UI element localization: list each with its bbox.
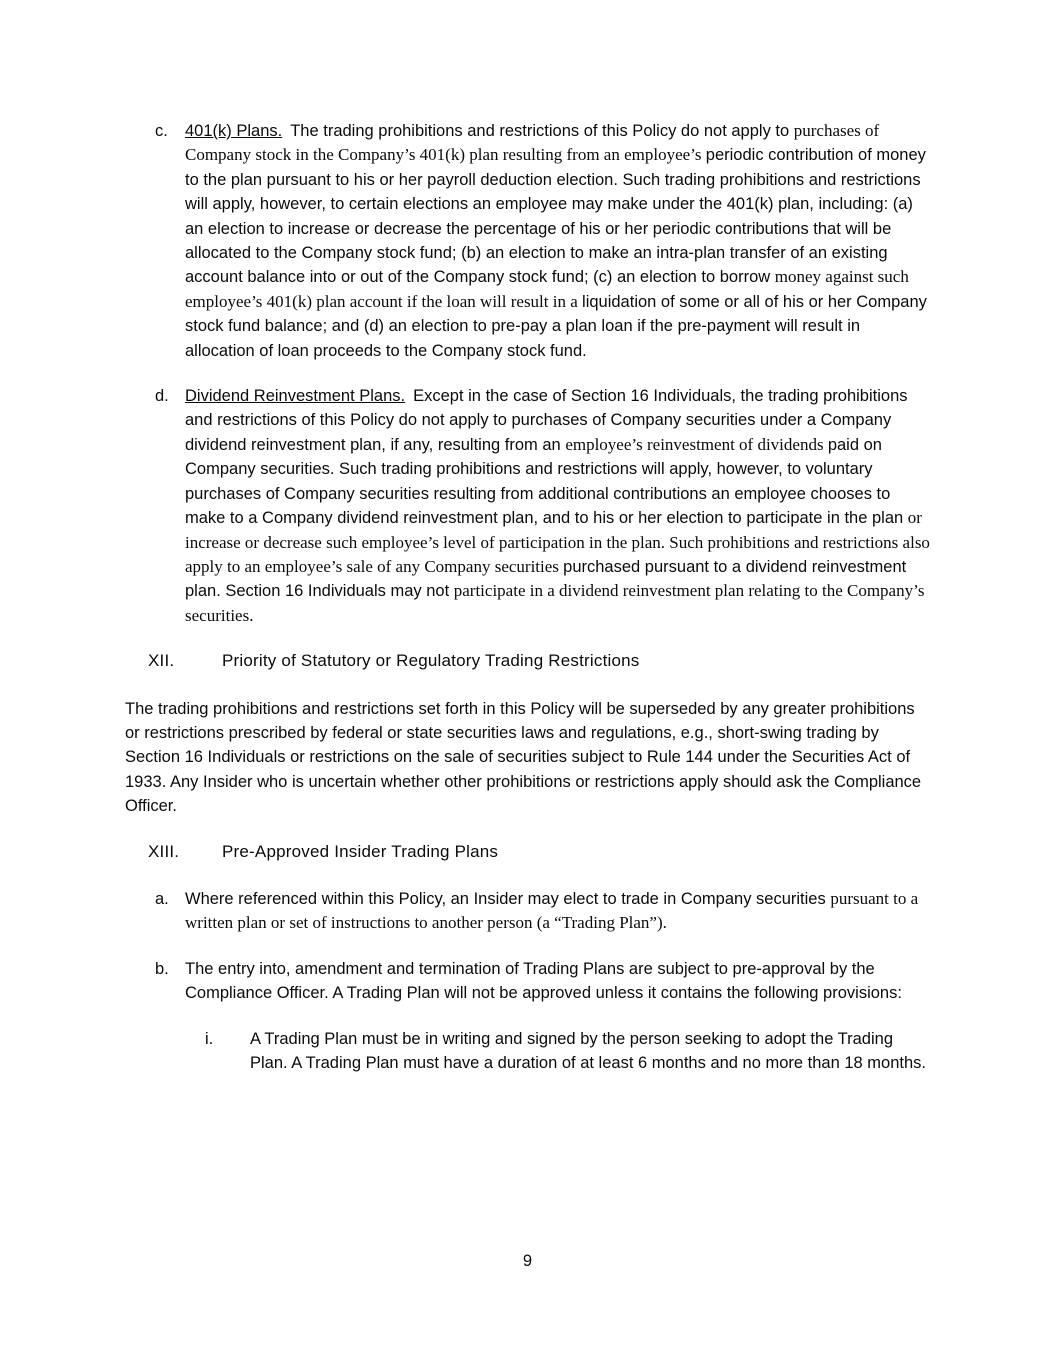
list-marker-d: d. [155, 387, 169, 406]
paragraph-item-a [185, 887, 930, 936]
list-item-b [155, 957, 930, 1006]
list-item-b-i [205, 1027, 930, 1076]
underlined-heading-401k-plans: 401(k) Plans. [185, 122, 283, 140]
section-heading-xiii [148, 840, 930, 864]
list-item-c [155, 119, 930, 363]
list-marker-a: a. [155, 889, 169, 908]
paragraph-dividend-reinvestment [185, 384, 930, 628]
page-number: 9 [522, 1252, 533, 1270]
list-marker-b-i: i. [205, 1029, 214, 1048]
paragraph-401k-plans [185, 119, 930, 363]
section-xiii-number: XIII. [148, 841, 180, 861]
paragraph-item-b: The entry into, amendment and termination of Trading Plans are subject to pre-approval by the Compliance Officer. A Trading Plan will not be approved unless it contains the following provisions: [185, 959, 902, 1003]
section-xii-number: XII. [148, 651, 175, 671]
list-marker-c: c. [155, 122, 168, 140]
paragraph-dividend-text: Except in the case of Section 16 Individuals, the trading prohibitions and restrictions of this Policy do not apply to purchases of Company securities under a Company dividend reinvestment plan, if any, resulting from an employee’s reinvestment of dividends paid on Company securities. Such trading prohibitions and restrictions will apply, however, to voluntary purchases of Company securities resulting from additional contributions an employee chooses to make to a Company dividend reinvestment plan, and to his or her election to participate in the plan or increase or decrease such employee’s level of participation in the plan. Such prohibitions and restrictions also apply to an employee’s sale of any Company securities purchased pursuant to a dividend reinvestment plan. Section 16 Individuals may not participate in a dividend reinvestment plan relating to the Company’s securities. [185, 387, 930, 625]
section-xii-body: The trading prohibitions and restrictions set forth in this Policy will be superseded by any greater prohibitions or restrictions prescribed by federal or state securities laws and regulations, e.g., short-swing trading by Section 16 Individuals or restrictions on the sale of securities subject to Rule 144 under the Securities Act of 1933. Any Insider who is uncertain whether other prohibitions or restrictions apply should ask the Compliance Officer. [125, 699, 922, 816]
list-item-d [155, 384, 930, 628]
section-xii-title: Priority of Statutory or Regulatory Trading Restrictions [222, 651, 640, 671]
section-heading-xii [148, 649, 930, 673]
list-marker-b: b. [155, 959, 169, 978]
paragraph-401k-text: The trading prohibitions and restrictions of this Policy do not apply to purchases of Company stock in the Company’s 401(k) plan resulting from an employee’s periodic contribution of money to the plan pursuant to his or her payroll deduction election. Such trading prohibitions and restrictions will apply, however, to certain elections an employee may make under the 401(k) plan, including: (a) an election to increase or decrease the percentage of his or her periodic contributions that will be allocated to the Company stock fund; (b) an election to make an intra-plan transfer of an existing account balance into or out of the Company stock fund; (c) an election to borrow money against such employee’s 401(k) plan account if the loan will result in a liquidation of some or all of his or her Company stock fund balance; and (d) an election to pre-pay a plan loan if the pre-payment will result in allocation of loan proceeds to the Company stock fund. [185, 121, 927, 360]
paragraph-item-b-i: A Trading Plan must be in writing and signed by the person seeking to adopt the Trading Plan. A Trading Plan must have a duration of at least 6 months and no more than 18 months. [250, 1029, 927, 1072]
item-a-text: Where referenced within this Policy, an Insider may elect to trade in Company securities pursuant to a written plan or set of instructions to another person (a “Trading Plan”). [185, 888, 919, 933]
underlined-heading-dividend-reinvestment: Dividend Reinvestment Plans. [185, 387, 406, 406]
section-xiii-title: Pre-Approved Insider Trading Plans [222, 841, 499, 861]
list-item-a [155, 887, 930, 936]
